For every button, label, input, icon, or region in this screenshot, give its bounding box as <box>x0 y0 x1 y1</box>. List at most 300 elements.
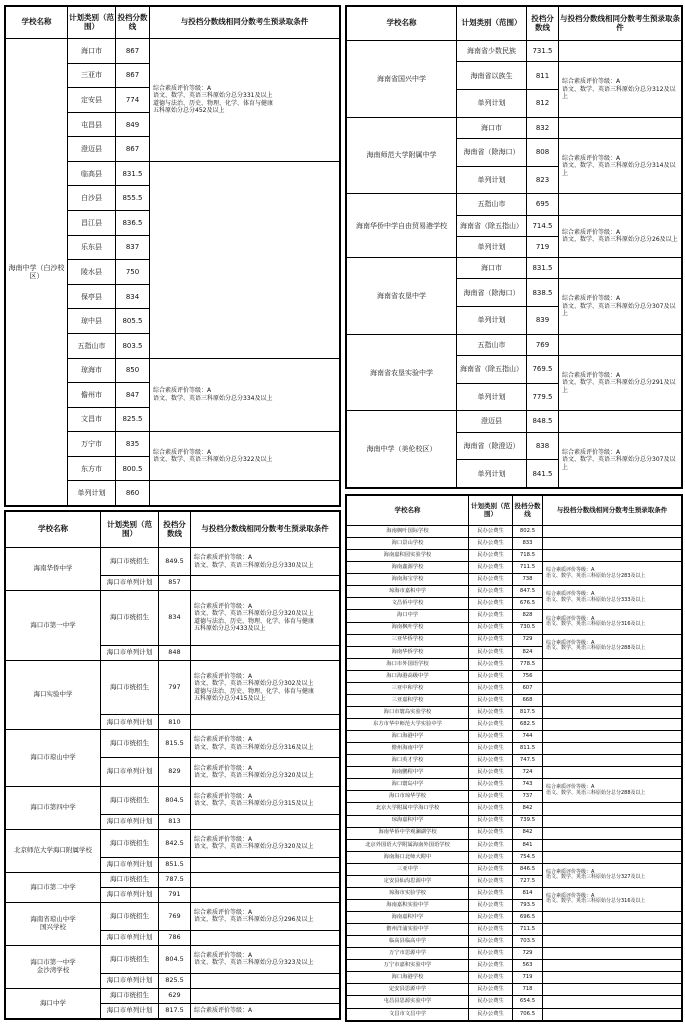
plan-type: 民办公费生 <box>469 586 513 598</box>
plan-type: 海口市单列计划 <box>101 645 159 660</box>
header-condition: 与投档分数线相同分数考生预录取条件 <box>559 7 682 41</box>
cutoff-score: 825.5 <box>116 407 150 432</box>
panel-haikou-schools <box>4 510 341 1020</box>
admission-table-2 <box>346 6 682 488</box>
cutoff-score: 756 <box>513 670 543 682</box>
admission-condition <box>543 550 682 562</box>
table-row <box>347 41 682 62</box>
admission-condition: 综合素质评价等级：A 语文、数学、英语三科原始分总分331及以上 道德与法治、历史、物理、化学、体育与健康 五科原始分总分452及以上 <box>150 39 340 162</box>
cutoff-score: 738 <box>513 574 543 586</box>
school-name: 海南中学（美伦校区） <box>347 411 457 488</box>
admission-condition: 综合素质评价等级：A 语文、数学、英语三科原始分总分288及以上 <box>543 779 682 803</box>
admission-table-1 <box>5 6 340 506</box>
school-name: 海南海宝学校 <box>347 574 469 586</box>
plan-type: 定安县 <box>68 88 116 113</box>
school-name: 海口中学 <box>6 989 101 1019</box>
plan-type: 海南省（除五指山） <box>457 215 527 236</box>
school-name: 文昌侨中学校 <box>347 598 469 610</box>
plan-type: 海口市 <box>68 39 116 64</box>
admission-condition <box>191 930 340 945</box>
table-row <box>6 945 340 973</box>
cutoff-score: 787.5 <box>159 872 191 887</box>
cutoff-score: 711.5 <box>513 562 543 574</box>
cutoff-score: 718 <box>513 984 543 996</box>
plan-type: 东方市 <box>68 456 116 481</box>
plan-type: 海南省少数民族 <box>457 41 527 62</box>
table-row <box>347 411 682 432</box>
plan-type: 海口市单列计划 <box>101 887 159 902</box>
school-name: 海南海口北师大附中 <box>347 851 469 863</box>
school-name: 定安县仙沟思源中学 <box>347 875 469 887</box>
plan-type: 民办公费生 <box>469 622 513 634</box>
table-row <box>347 779 682 791</box>
admission-condition <box>543 851 682 863</box>
admission-condition: 综合素质评价等级：A 语文、数学、英语三科原始分总分333及以上 <box>543 586 682 610</box>
cutoff-score: 791 <box>159 887 191 902</box>
cutoff-score: 848 <box>159 645 191 660</box>
cutoff-score: 803.5 <box>116 333 150 358</box>
admission-condition <box>543 996 682 1008</box>
table-row <box>347 924 682 936</box>
cutoff-score: 654.5 <box>513 996 543 1008</box>
plan-type: 单列计划 <box>457 89 527 117</box>
admission-condition <box>191 887 340 902</box>
school-name: 三亚中学 <box>347 863 469 875</box>
plan-type: 海南省（除五指山） <box>457 356 527 384</box>
admission-condition <box>543 984 682 996</box>
school-name: 海南华侨中学自由贸易港学校 <box>347 194 457 258</box>
admission-condition <box>543 972 682 984</box>
admission-condition <box>191 989 340 1004</box>
cutoff-score: 703.5 <box>513 936 543 948</box>
table-row <box>347 887 682 899</box>
table-row <box>347 258 682 279</box>
plan-type: 海口市单列计划 <box>101 857 159 872</box>
plan-type: 五指山市 <box>457 334 527 355</box>
school-name: 海口海港学校 <box>347 972 469 984</box>
admission-condition <box>191 576 340 591</box>
cutoff-score: 769 <box>527 334 559 355</box>
admission-condition <box>559 41 682 62</box>
plan-type: 民办公费生 <box>469 827 513 839</box>
cutoff-score: 802.5 <box>513 526 543 538</box>
cutoff-score: 867 <box>116 63 150 88</box>
table-row <box>347 586 682 598</box>
school-name: 海南嘉积园实验学校 <box>347 550 469 562</box>
cutoff-score: 786 <box>159 930 191 945</box>
table-row <box>347 960 682 972</box>
cutoff-score: 793.5 <box>513 899 543 911</box>
cutoff-score: 849 <box>116 112 150 137</box>
school-name: 海口英才学校 <box>347 755 469 767</box>
school-name: 儋州海南中学 <box>347 743 469 755</box>
admission-condition <box>543 815 682 827</box>
table-row <box>6 730 340 758</box>
cutoff-score: 857 <box>159 576 191 591</box>
plan-type: 民办公费生 <box>469 755 513 767</box>
plan-type: 海口市单列计划 <box>101 930 159 945</box>
admission-condition: 综合素质评价等级：A 语文、数学、英语三科原始分总分26及以上 <box>559 215 682 258</box>
school-name: 三亚嘉积学校 <box>347 694 469 706</box>
admission-condition <box>543 1008 682 1021</box>
table-row <box>6 591 340 646</box>
plan-type: 民办公费生 <box>469 562 513 574</box>
header-school: 学校名称 <box>347 7 457 41</box>
table-row <box>347 194 682 215</box>
cutoff-score: 668 <box>513 694 543 706</box>
admission-condition <box>191 814 340 829</box>
header-cutoff: 投档分数线 <box>527 7 559 41</box>
cutoff-score: 719 <box>527 236 559 257</box>
admission-condition <box>559 194 682 215</box>
admission-condition: 综合素质评价等级：A 语文、数学、英语三科原始分总分307及以上 <box>559 432 682 487</box>
cutoff-score: 841 <box>513 839 543 851</box>
cutoff-score: 804.5 <box>159 945 191 973</box>
plan-type: 单列计划 <box>457 307 527 335</box>
school-name: 海南华侨学校 <box>347 646 469 658</box>
table-row <box>6 902 340 930</box>
plan-type: 民办公费生 <box>469 658 513 670</box>
cutoff-score: 837 <box>116 235 150 260</box>
plan-type: 万宁市 <box>68 432 116 457</box>
school-name: 三亚中和学校 <box>347 682 469 694</box>
admission-condition <box>559 334 682 355</box>
table-row <box>347 827 682 839</box>
plan-type: 海口市统招生 <box>101 945 159 973</box>
admission-table-4 <box>346 495 682 1021</box>
school-name: 海口市第二中学 <box>6 872 101 902</box>
cutoff-score: 797 <box>159 660 191 715</box>
cutoff-score: 706.5 <box>513 1008 543 1021</box>
cutoff-score: 754.5 <box>513 851 543 863</box>
plan-type: 五指山市 <box>68 333 116 358</box>
plan-type: 民办公费生 <box>469 960 513 972</box>
plan-type: 三亚市 <box>68 63 116 88</box>
plan-type: 屯昌县 <box>68 112 116 137</box>
cutoff-score: 747.5 <box>513 755 543 767</box>
table-row <box>6 829 340 857</box>
table-row <box>347 670 682 682</box>
admission-condition <box>150 481 340 506</box>
cutoff-score: 731.5 <box>527 41 559 62</box>
plan-type: 民办公费生 <box>469 731 513 743</box>
admission-condition <box>191 715 340 730</box>
table-row <box>6 39 340 64</box>
plan-type: 海南省（除海口） <box>457 138 527 166</box>
school-name: 海口海港中学 <box>347 731 469 743</box>
plan-type: 民办公费生 <box>469 1008 513 1021</box>
admission-condition <box>543 912 682 924</box>
admission-condition <box>543 719 682 731</box>
admission-condition <box>543 682 682 694</box>
admission-condition: 综合素质评价等级：A 语文、数学、英语三科原始分总分312及以上 <box>559 62 682 117</box>
school-name: 儋州洋浦实验中学 <box>347 924 469 936</box>
plan-type: 民办公费生 <box>469 538 513 550</box>
cutoff-score: 682.5 <box>513 719 543 731</box>
plan-type: 海口市单列计划 <box>101 814 159 829</box>
admission-condition: 综合素质评价等级：A 语文、数学、英语三科原始分总分334及以上 <box>150 358 340 432</box>
admission-condition <box>150 161 340 358</box>
cutoff-score: 817.5 <box>513 706 543 718</box>
school-name: 海南中学（白沙校区） <box>6 39 68 506</box>
panel-provincial-schools <box>345 5 683 489</box>
plan-type: 乐东县 <box>68 235 116 260</box>
table-row <box>6 872 340 887</box>
plan-type: 单列计划 <box>68 481 116 506</box>
cutoff-score: 737 <box>513 791 543 803</box>
table-row <box>347 972 682 984</box>
school-name: 琼海嘉积中学 <box>347 815 469 827</box>
plan-type: 海口市 <box>457 117 527 138</box>
plan-type: 单列计划 <box>457 166 527 194</box>
school-name: 海口中学 <box>347 610 469 622</box>
cutoff-score: 842 <box>513 803 543 815</box>
cutoff-score: 834 <box>116 284 150 309</box>
table-row <box>347 996 682 1008</box>
school-name: 海南枫叶学校 <box>347 622 469 634</box>
school-name: 海南嘉积实验中学 <box>347 899 469 911</box>
cutoff-score: 831.5 <box>116 161 150 186</box>
plan-type: 海口市统招生 <box>101 829 159 857</box>
admission-condition <box>543 706 682 718</box>
cutoff-score: 730.5 <box>513 622 543 634</box>
cutoff-score: 849.5 <box>159 548 191 576</box>
admission-condition: 综合素质评价等级：A 语文、数学、英语三科原始分总分314及以上 <box>559 138 682 193</box>
admission-condition <box>191 974 340 989</box>
cutoff-score: 629 <box>159 989 191 1004</box>
school-name: 海口市第四中学 <box>6 786 101 829</box>
admission-condition <box>543 767 682 779</box>
admission-condition <box>559 258 682 279</box>
plan-type: 海口市单列计划 <box>101 1003 159 1018</box>
admission-condition <box>543 803 682 815</box>
plan-type: 民办公费生 <box>469 899 513 911</box>
cutoff-score: 867 <box>116 39 150 64</box>
table-row <box>347 658 682 670</box>
plan-type: 民办公费生 <box>469 719 513 731</box>
admission-condition <box>543 924 682 936</box>
cutoff-score: 744 <box>513 731 543 743</box>
cutoff-score: 814 <box>513 887 543 899</box>
plan-type: 民办公费生 <box>469 875 513 887</box>
table-row <box>347 682 682 694</box>
header-school: 学校名称 <box>6 512 101 548</box>
cutoff-score: 855.5 <box>116 186 150 211</box>
header-school: 学校名称 <box>6 7 68 39</box>
plan-type: 民办公费生 <box>469 598 513 610</box>
admission-condition: 综合素质评价等级：A 语文、数学、英语三科原始分总分320及以上 道德与法治、历史、物理、化学、体育与健康 五科原始分总分433及以上 <box>191 591 340 646</box>
plan-type: 海口市统招生 <box>101 786 159 814</box>
cutoff-score: 810 <box>159 715 191 730</box>
plan-type: 民办公费生 <box>469 646 513 658</box>
admission-condition <box>543 694 682 706</box>
cutoff-score: 846.5 <box>513 863 543 875</box>
school-name: 海南省琼山中学 国兴学校 <box>6 902 101 945</box>
cutoff-score: 804.5 <box>159 786 191 814</box>
admission-condition: 综合素质评价等级：A 语文、数学、英语三科原始分总分288及以上 <box>543 634 682 658</box>
admission-condition: 综合素质评价等级：A 语文、数学、英语三科原始分总分315及以上 <box>191 786 340 814</box>
cutoff-score: 815.5 <box>159 730 191 758</box>
table-row <box>347 815 682 827</box>
cutoff-score: 607 <box>513 682 543 694</box>
header-cutoff: 投档分数线 <box>159 512 191 548</box>
school-name: 万宁市思源中学 <box>347 948 469 960</box>
school-name: 海口市寰岛实验学校 <box>347 706 469 718</box>
plan-type: 五指山市 <box>457 194 527 215</box>
cutoff-score: 718.5 <box>513 550 543 562</box>
cutoff-score: 817.5 <box>159 1003 191 1018</box>
table-row <box>347 984 682 996</box>
plan-type: 民办公费生 <box>469 972 513 984</box>
plan-type: 海口市统招生 <box>101 548 159 576</box>
plan-type: 民办公费生 <box>469 682 513 694</box>
table-row <box>347 694 682 706</box>
cutoff-score: 812 <box>527 89 559 117</box>
cutoff-score: 839 <box>527 307 559 335</box>
header-condition: 与投档分数线相同分数考生预录取条件 <box>191 512 340 548</box>
admission-condition: 综合素质评价等级：A 语文、数学、英语三科原始分总分316及以上 <box>191 730 340 758</box>
admission-condition: 综合素质评价等级：A 语文、数学、英语三科原始分总分307及以上 <box>559 279 682 334</box>
admission-condition: 综合素质评价等级：A 语文、数学、英语三科原始分总分320及以上 <box>191 829 340 857</box>
school-name: 定安县思源中学 <box>347 984 469 996</box>
plan-type: 陵水县 <box>68 260 116 285</box>
school-name: 海南枫叶国际学校 <box>347 526 469 538</box>
plan-type: 民办公费生 <box>469 526 513 538</box>
cutoff-score: 860 <box>116 481 150 506</box>
cutoff-score: 848.5 <box>527 411 559 432</box>
admission-condition: 综合素质评价等级：A <box>191 1003 340 1018</box>
table-row <box>347 767 682 779</box>
school-name: 万宁市嘉积实验中学 <box>347 960 469 972</box>
plan-type: 海口市统招生 <box>101 730 159 758</box>
admission-condition <box>543 936 682 948</box>
plan-type: 海口市统招生 <box>101 591 159 646</box>
school-name: 北京大学附属中学海口学校 <box>347 803 469 815</box>
table-row <box>347 562 682 574</box>
admission-condition: 综合素质评价等级：A 语文、数学、英语三科原始分总分302及以上 道德与法治、历史、物理、化学、体育与健康 五科原始分总分415及以上 <box>191 660 340 715</box>
cutoff-score: 841.5 <box>527 460 559 488</box>
cutoff-score: 808 <box>527 138 559 166</box>
header-cutoff: 投档分数线 <box>116 7 150 39</box>
plan-type: 海口市单列计划 <box>101 715 159 730</box>
plan-type: 民办公费生 <box>469 851 513 863</box>
cutoff-score: 727.5 <box>513 875 543 887</box>
plan-type: 海口市单列计划 <box>101 974 159 989</box>
school-name: 琼海市嘉积中学 <box>347 586 469 598</box>
school-name: 东方市华中师范大学实验中学 <box>347 719 469 731</box>
table-row <box>347 334 682 355</box>
admission-condition: 综合素质评价等级：A 语文、数学、英语三科原始分总分296及以上 <box>191 902 340 930</box>
cutoff-score: 834 <box>159 591 191 646</box>
header-plan-type: 计划类别（范围） <box>68 7 116 39</box>
plan-type: 民办公费生 <box>469 779 513 791</box>
cutoff-score: 811 <box>527 62 559 90</box>
admission-condition <box>559 411 682 432</box>
plan-type: 民办公费生 <box>469 706 513 718</box>
table-row <box>347 912 682 924</box>
header-plan-type: 计划类别（范围） <box>469 496 513 526</box>
cutoff-score: 835 <box>116 432 150 457</box>
cutoff-score: 769.5 <box>527 356 559 384</box>
plan-type: 民办公费生 <box>469 936 513 948</box>
admission-condition <box>543 538 682 550</box>
table-row <box>347 117 682 138</box>
cutoff-score: 824 <box>513 646 543 658</box>
header-condition: 与投档分数线相同分数考生预录取条件 <box>150 7 340 39</box>
school-name: 海口实验中学 <box>6 660 101 730</box>
cutoff-score: 811.5 <box>513 743 543 755</box>
plan-type: 民办公费生 <box>469 574 513 586</box>
plan-type: 海口市单列计划 <box>101 758 159 786</box>
plan-type: 琼海市 <box>68 358 116 383</box>
table-row <box>347 803 682 815</box>
plan-type: 澄迈县 <box>68 137 116 162</box>
school-name: 海口市琼山中学 <box>6 730 101 786</box>
plan-type: 琼中县 <box>68 309 116 334</box>
admission-condition: 综合素质评价等级：A 语文、数学、英语三科原始分总分330及以上 <box>191 548 340 576</box>
table-row <box>347 839 682 851</box>
school-name: 海口市外国语学校 <box>347 658 469 670</box>
admission-condition <box>543 658 682 670</box>
plan-type: 民办公费生 <box>469 803 513 815</box>
plan-type: 海南省（除海口） <box>457 279 527 307</box>
cutoff-score: 563 <box>513 960 543 972</box>
table-row <box>347 634 682 646</box>
cutoff-score: 743 <box>513 779 543 791</box>
school-name: 文昌市文昌中学 <box>347 1008 469 1021</box>
admission-condition <box>543 526 682 538</box>
plan-type: 民办公费生 <box>469 767 513 779</box>
cutoff-score: 851.5 <box>159 857 191 872</box>
cutoff-score: 828 <box>513 610 543 622</box>
header-cutoff: 投档分数线 <box>513 496 543 526</box>
plan-type: 临高县 <box>68 161 116 186</box>
school-name: 海口市第一中学 金沙湾学校 <box>6 945 101 988</box>
plan-type: 民办公费生 <box>469 550 513 562</box>
school-name: 琼海市实验学校 <box>347 887 469 899</box>
admission-condition: 综合素质评价等级：A 语文、数学、英语三科原始分总分320及以上 <box>191 758 340 786</box>
plan-type: 海口市 <box>457 258 527 279</box>
school-name: 海南鑫源学校 <box>347 562 469 574</box>
table-row <box>347 743 682 755</box>
school-name: 海南华侨中学 <box>6 548 101 591</box>
plan-type: 民办公费生 <box>469 984 513 996</box>
cutoff-score: 842 <box>513 827 543 839</box>
panel-private-schools <box>345 494 683 1022</box>
table-row <box>347 851 682 863</box>
plan-type: 澄迈县 <box>457 411 527 432</box>
admission-condition <box>559 117 682 138</box>
admission-condition <box>191 857 340 872</box>
plan-type: 民办公费生 <box>469 694 513 706</box>
plan-type: 海口市统招生 <box>101 660 159 715</box>
plan-type: 民办公费生 <box>469 924 513 936</box>
cutoff-score: 769 <box>159 902 191 930</box>
table-row <box>347 526 682 538</box>
cutoff-score: 836.5 <box>116 211 150 236</box>
school-name: 海口市琼华学校 <box>347 791 469 803</box>
school-name: 海口寰岛中学 <box>347 779 469 791</box>
plan-type: 保亭县 <box>68 284 116 309</box>
admission-condition: 综合素质评价等级：A 语文、数学、英语三科原始分总分323及以上 <box>191 945 340 973</box>
plan-type: 单列计划 <box>457 460 527 488</box>
table-row <box>347 731 682 743</box>
cutoff-score: 729 <box>513 634 543 646</box>
cutoff-score: 676.5 <box>513 598 543 610</box>
table-row <box>6 786 340 814</box>
cutoff-score: 825.5 <box>159 974 191 989</box>
admission-condition: 综合素质评价等级：A 语文、数学、英语三科原始分总分316及以上 <box>543 610 682 634</box>
